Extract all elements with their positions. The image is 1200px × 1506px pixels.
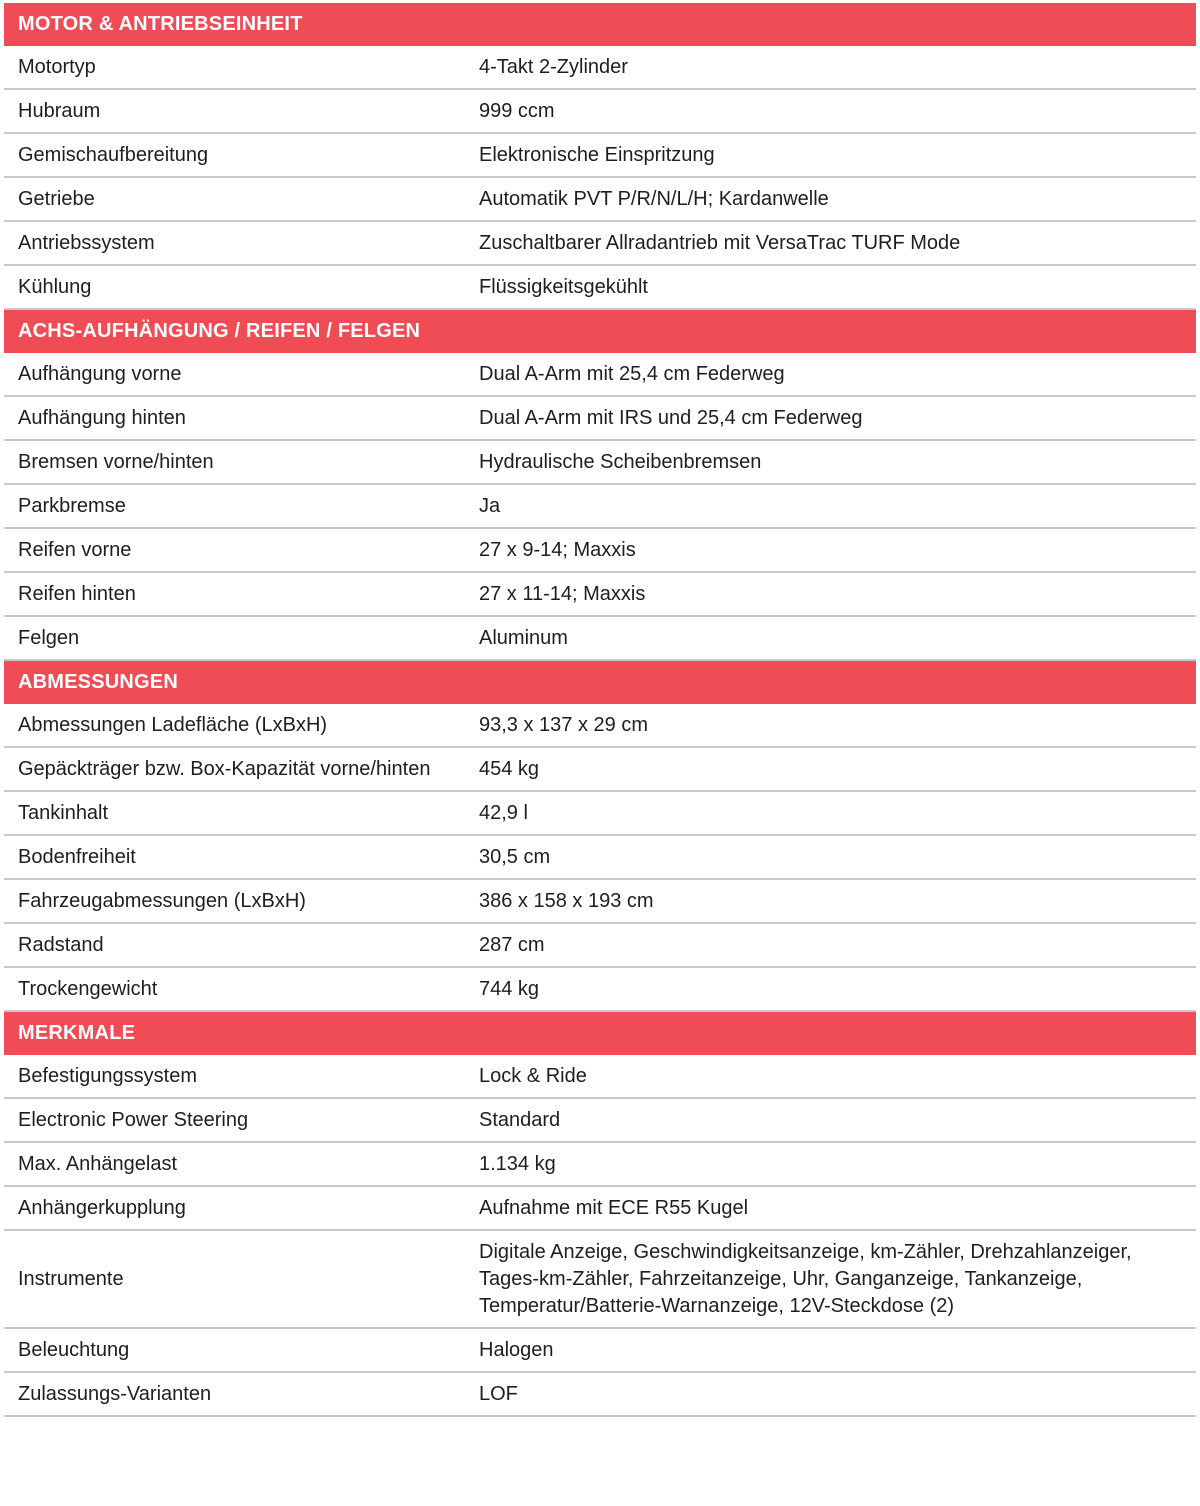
spec-value: Flüssigkeitsgekühlt (479, 275, 648, 298)
spec-label: Trockengewicht (18, 977, 158, 1000)
spec-value: Digitale Anzeige, Geschwindigkeitsanzeige, km-Zähler, Drehzahlanzeiger, Tages-km-Zähler, Fahrzeitanzeige, Uhr, Ganganzeige, Tankanzeige, Temperatur/Batterie-Warnanzeige, 12V-Steckdose (2) (479, 1240, 1132, 1317)
spec-label: Bodenfreiheit (18, 845, 136, 868)
spec-row (4, 529, 1196, 573)
spec-row (4, 353, 1196, 397)
spec-label: Kühlung (18, 275, 92, 298)
spec-label: Hubraum (18, 99, 101, 122)
spec-row (4, 1143, 1196, 1187)
spec-value: 386 x 158 x 193 cm (479, 889, 654, 912)
spec-value: Aufnahme mit ECE R55 Kugel (479, 1196, 749, 1219)
spec-value: 93,3 x 137 x 29 cm (479, 713, 648, 736)
spec-row (4, 704, 1196, 748)
spec-row (4, 46, 1196, 90)
spec-value: 744 kg (479, 977, 540, 1000)
spec-row (4, 880, 1196, 924)
spec-row (4, 836, 1196, 880)
spec-value: Automatik PVT P/R/N/L/H; Kardanwelle (479, 187, 829, 210)
spec-row (4, 1055, 1196, 1099)
spec-label: Parkbremse (18, 494, 126, 517)
spec-row (4, 222, 1196, 266)
spec-label: Reifen hinten (18, 582, 136, 605)
spec-row (4, 441, 1196, 485)
spec-row (4, 748, 1196, 792)
spec-value: Ja (479, 494, 501, 517)
spec-label: Gemischaufbereitung (18, 143, 209, 166)
spec-label: Electronic Power Steering (18, 1108, 249, 1131)
spec-row (4, 1231, 1196, 1329)
spec-row (4, 397, 1196, 441)
spec-label: Aufhängung vorne (18, 362, 182, 385)
spec-label: Aufhängung hinten (18, 406, 186, 429)
spec-table (4, 3, 1196, 1417)
spec-value: Zuschaltbarer Allradantrieb mit VersaTrac TURF Mode (479, 231, 961, 254)
section-header: MOTOR & ANTRIEBSEINHEIT (4, 3, 1196, 46)
spec-value: 454 kg (479, 757, 540, 780)
section-header: ABMESSUNGEN (4, 661, 1196, 704)
spec-label: Antriebssystem (18, 231, 155, 254)
spec-value: Dual A-Arm mit IRS und 25,4 cm Federweg (479, 406, 863, 429)
spec-value: 42,9 l (479, 801, 528, 824)
spec-value: Lock & Ride (479, 1064, 587, 1087)
spec-row (4, 485, 1196, 529)
spec-row (4, 1187, 1196, 1231)
spec-label: Anhängerkupplung (18, 1196, 186, 1219)
spec-value: Hydraulische Scheibenbremsen (479, 450, 762, 473)
spec-label: Reifen vorne (18, 538, 132, 561)
spec-label: Beleuchtung (18, 1338, 130, 1361)
spec-value: Halogen (479, 1338, 554, 1361)
spec-value: Standard (479, 1108, 561, 1131)
spec-label: Gepäckträger bzw. Box-Kapazität vorne/hinten (18, 757, 431, 780)
spec-label: Felgen (18, 626, 80, 649)
spec-value: Dual A-Arm mit 25,4 cm Federweg (479, 362, 785, 385)
spec-value: LOF (479, 1382, 518, 1405)
spec-value: 30,5 cm (479, 845, 551, 868)
spec-row (4, 617, 1196, 661)
spec-row (4, 792, 1196, 836)
spec-value: 287 cm (479, 933, 545, 956)
spec-value: 1.134 kg (479, 1152, 556, 1175)
spec-row (4, 1329, 1196, 1373)
spec-value: Elektronische Einspritzung (479, 143, 715, 166)
spec-label: Max. Anhängelast (18, 1152, 177, 1175)
spec-label: Bremsen vorne/hinten (18, 450, 214, 473)
spec-row (4, 1099, 1196, 1143)
spec-value: Aluminum (479, 626, 568, 649)
spec-label: Befestigungssystem (18, 1064, 197, 1087)
spec-label: Abmessungen Ladefläche (LxBxH) (18, 713, 328, 736)
spec-value: 4-Takt 2-Zylinder (479, 55, 628, 78)
spec-row (4, 1373, 1196, 1417)
spec-label: Zulassungs-Varianten (18, 1382, 212, 1405)
spec-row (4, 134, 1196, 178)
spec-row (4, 178, 1196, 222)
spec-row (4, 924, 1196, 968)
spec-value: 999 ccm (479, 99, 555, 122)
spec-value: 27 x 9-14; Maxxis (479, 538, 636, 561)
spec-label: Radstand (18, 933, 104, 956)
spec-label: Tankinhalt (18, 801, 109, 824)
spec-value: 27 x 11-14; Maxxis (479, 582, 646, 605)
spec-label: Motortyp (18, 55, 96, 78)
spec-label: Fahrzeugabmessungen (LxBxH) (18, 889, 306, 912)
spec-row (4, 266, 1196, 310)
section-header: ACHS-AUFHÄNGUNG / REIFEN / FELGEN (4, 310, 1196, 353)
spec-row (4, 968, 1196, 1012)
spec-row (4, 573, 1196, 617)
section-header: MERKMALE (4, 1012, 1196, 1055)
spec-row (4, 90, 1196, 134)
spec-label: Instrumente (18, 1267, 124, 1290)
spec-label: Getriebe (18, 187, 95, 210)
